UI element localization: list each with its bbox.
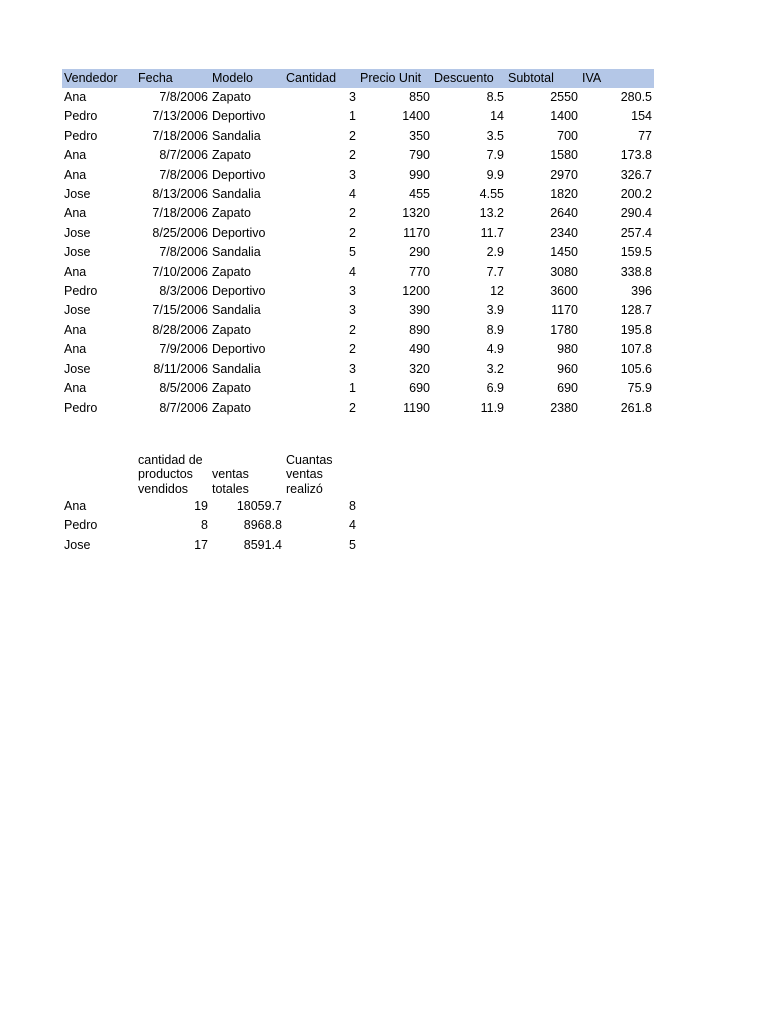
- sales-body: [62, 88, 654, 418]
- summary-cell-ventas[interactable]: 18059.7: [236, 499, 282, 513]
- cell-modelo[interactable]: Deportivo: [212, 284, 266, 299]
- cell-subtotal[interactable]: 2550: [550, 90, 578, 104]
- sales-row: [62, 243, 654, 262]
- cell-cantidad[interactable]: 2: [349, 342, 356, 357]
- summary-block: [62, 450, 358, 555]
- cell-fecha[interactable]: 7/18/2006: [152, 206, 208, 221]
- cell-fecha[interactable]: 8/28/2006: [152, 322, 208, 337]
- header-cantidad[interactable]: Cantidad: [284, 69, 358, 88]
- sales-header-row: [62, 69, 654, 88]
- sales-row: [62, 263, 654, 282]
- cell-subtotal[interactable]: 960: [557, 361, 578, 376]
- cell-fecha[interactable]: 8/11/2006: [153, 361, 208, 376]
- cell-descuento[interactable]: 3.9: [486, 303, 504, 318]
- sales-row: [62, 321, 654, 340]
- cell-vendedor[interactable]: Jose: [64, 187, 91, 202]
- summary-header-ventas[interactable]: [210, 450, 284, 497]
- cell-descuento[interactable]: 14: [490, 109, 504, 124]
- cell-modelo[interactable]: Deportivo: [212, 342, 266, 357]
- cell-iva[interactable]: 105.6: [620, 361, 652, 376]
- cell-subtotal[interactable]: 700: [557, 128, 578, 143]
- cell-descuento[interactable]: 7.9: [486, 148, 504, 163]
- header-descuento[interactable]: Descuento: [432, 69, 506, 88]
- summary-header-cuantas[interactable]: [284, 450, 358, 497]
- cell-subtotal[interactable]: 980: [557, 342, 578, 357]
- cell-modelo[interactable]: Sandalia: [212, 361, 261, 376]
- cell-iva[interactable]: 107.8: [620, 342, 652, 357]
- header-precio-unit[interactable]: Precio Unit: [358, 69, 432, 88]
- cell-iva[interactable]: 200.2: [620, 187, 652, 202]
- cell-cantidad[interactable]: 2: [349, 148, 356, 163]
- cell-fecha[interactable]: 8/7/2006: [159, 148, 208, 163]
- summary-header-ventas-line2: totales: [212, 481, 249, 496]
- summary-header-cantidad-line1: cantidad de: [138, 452, 203, 467]
- cell-vendedor[interactable]: Pedro: [64, 109, 98, 124]
- cell-descuento[interactable]: 2.9: [486, 245, 504, 260]
- cell-precio-unit[interactable]: 1320: [402, 206, 430, 221]
- sales-row: [62, 127, 654, 146]
- cell-cantidad[interactable]: 4: [349, 264, 356, 279]
- cell-cantidad[interactable]: 2: [349, 206, 356, 221]
- cell-precio-unit[interactable]: 770: [409, 264, 430, 279]
- cell-subtotal[interactable]: 3600: [550, 284, 578, 299]
- summary-row: [62, 536, 358, 555]
- cell-modelo[interactable]: Deportivo: [212, 109, 266, 124]
- cell-descuento[interactable]: 6.9: [486, 381, 504, 396]
- cell-subtotal[interactable]: 1580: [550, 148, 578, 163]
- cell-modelo[interactable]: Deportivo: [212, 225, 266, 240]
- cell-fecha[interactable]: 8/25/2006: [152, 225, 208, 240]
- cell-fecha[interactable]: 8/7/2006: [159, 400, 208, 415]
- summary-cell-cantidad[interactable]: 17: [194, 537, 208, 552]
- cell-modelo[interactable]: Zapato: [212, 381, 251, 396]
- cell-modelo[interactable]: Sandalia: [212, 245, 261, 260]
- summary-header-cantidad-line3: vendidos: [138, 481, 189, 496]
- cell-vendedor[interactable]: Jose: [64, 225, 91, 240]
- cell-descuento[interactable]: 8.9: [486, 322, 504, 337]
- cell-fecha[interactable]: 7/9/2006: [159, 342, 208, 357]
- cell-descuento[interactable]: 8.5: [486, 90, 504, 104]
- cell-fecha[interactable]: 7/10/2006: [152, 264, 208, 279]
- cell-iva[interactable]: 154: [631, 109, 652, 124]
- summary-cell-cuantas[interactable]: 4: [349, 518, 356, 533]
- cell-vendedor[interactable]: Ana: [64, 167, 87, 182]
- cell-precio-unit[interactable]: 1190: [403, 400, 430, 415]
- summary-header-cantidad-line2: productos: [138, 467, 193, 481]
- cell-vendedor[interactable]: Ana: [64, 322, 87, 337]
- sales-row: [62, 282, 654, 301]
- cell-subtotal[interactable]: 1780: [550, 322, 578, 337]
- cell-subtotal[interactable]: 2970: [550, 167, 578, 182]
- header-vendedor[interactable]: Vendedor: [62, 69, 136, 88]
- summary-cell-vendedor[interactable]: Pedro: [64, 518, 98, 533]
- cell-fecha[interactable]: 7/18/2006: [152, 128, 208, 143]
- cell-modelo[interactable]: Zapato: [212, 322, 251, 337]
- cell-precio-unit[interactable]: 890: [409, 322, 430, 337]
- cell-precio-unit[interactable]: 350: [409, 128, 430, 143]
- sales-row: [62, 379, 654, 398]
- cell-vendedor[interactable]: Pedro: [64, 128, 98, 143]
- sales-row: [62, 185, 654, 204]
- sales-row: [62, 360, 654, 379]
- cell-vendedor[interactable]: Ana: [64, 148, 87, 163]
- summary-row: [62, 497, 358, 516]
- cell-precio-unit[interactable]: 850: [409, 90, 430, 104]
- cell-cantidad[interactable]: 3: [349, 167, 356, 182]
- cell-cantidad[interactable]: 3: [349, 284, 356, 299]
- cell-descuento[interactable]: 9.9: [486, 167, 504, 182]
- cell-precio-unit[interactable]: 390: [409, 303, 430, 318]
- summary-header-cuantas-line1: Cuantas: [286, 452, 333, 467]
- cell-iva[interactable]: 338.8: [620, 264, 652, 279]
- cell-cantidad[interactable]: 2: [349, 128, 356, 143]
- cell-cantidad[interactable]: 2: [349, 225, 356, 240]
- cell-cantidad[interactable]: 4: [349, 187, 356, 202]
- cell-descuento[interactable]: 11.9: [480, 400, 504, 415]
- sales-row: [62, 107, 654, 126]
- cell-subtotal[interactable]: 1170: [551, 303, 578, 318]
- sales-row: [62, 146, 654, 165]
- cell-cantidad[interactable]: 3: [349, 303, 356, 318]
- cell-iva[interactable]: 77: [638, 128, 652, 143]
- sales-row: [62, 204, 654, 223]
- summary-cell-ventas[interactable]: 8968.8: [243, 518, 282, 533]
- cell-precio-unit[interactable]: 490: [409, 342, 430, 357]
- cell-iva[interactable]: 75.9: [627, 381, 652, 396]
- cell-cantidad[interactable]: 2: [349, 322, 356, 337]
- cell-iva[interactable]: 280.5: [620, 90, 652, 104]
- sales-sheet: [62, 69, 658, 418]
- cell-fecha[interactable]: 7/8/2006: [159, 167, 208, 182]
- cell-subtotal[interactable]: 1400: [550, 109, 578, 124]
- cell-precio-unit[interactable]: 690: [409, 381, 430, 396]
- cell-precio-unit[interactable]: 290: [409, 245, 430, 260]
- header-modelo[interactable]: Modelo: [210, 69, 284, 88]
- cell-cantidad[interactable]: 2: [349, 400, 356, 415]
- cell-iva[interactable]: 261.8: [620, 400, 652, 415]
- cell-cantidad[interactable]: 5: [349, 245, 356, 260]
- summary-row: [62, 516, 358, 535]
- cell-cantidad[interactable]: 1: [349, 109, 356, 124]
- cell-precio-unit[interactable]: 990: [409, 167, 430, 182]
- cell-subtotal[interactable]: 2640: [550, 206, 578, 221]
- summary-header-empty[interactable]: [62, 450, 136, 497]
- cell-vendedor[interactable]: Jose: [64, 245, 91, 260]
- summary-cell-cuantas[interactable]: 8: [349, 499, 356, 513]
- cell-subtotal[interactable]: 2380: [550, 400, 578, 415]
- summary-cell-vendedor[interactable]: Ana: [64, 499, 87, 513]
- summary-cell-cuantas[interactable]: 5: [349, 537, 356, 552]
- summary-header-cuantas-line3: realizó: [286, 481, 323, 496]
- cell-descuento[interactable]: 13.2: [479, 206, 504, 221]
- cell-modelo[interactable]: Sandalia: [212, 187, 261, 202]
- cell-precio-unit[interactable]: 1400: [402, 109, 430, 124]
- cell-vendedor[interactable]: Pedro: [64, 284, 98, 299]
- summary-header-cuantas-line2: ventas: [286, 467, 323, 481]
- cell-fecha[interactable]: 8/3/2006: [159, 284, 208, 299]
- sales-row: [62, 301, 654, 320]
- sales-row: [62, 399, 654, 418]
- cell-precio-unit[interactable]: 1170: [403, 225, 430, 240]
- cell-vendedor[interactable]: Pedro: [64, 400, 98, 415]
- cell-fecha[interactable]: 7/8/2006: [159, 245, 208, 260]
- cell-precio-unit[interactable]: 790: [409, 148, 430, 163]
- cell-fecha[interactable]: 7/13/2006: [152, 109, 208, 124]
- cell-vendedor[interactable]: Ana: [64, 90, 87, 104]
- header-subtotal[interactable]: Subtotal: [506, 69, 580, 88]
- cell-fecha[interactable]: 8/5/2006: [159, 381, 208, 396]
- cell-subtotal[interactable]: 2340: [550, 225, 578, 240]
- cell-subtotal[interactable]: 1820: [550, 187, 578, 202]
- cell-vendedor[interactable]: Ana: [64, 206, 87, 221]
- summary-header-ventas-line1: ventas: [212, 467, 249, 481]
- cell-iva[interactable]: 128.7: [620, 303, 652, 318]
- summary-cell-vendedor[interactable]: Jose: [64, 537, 91, 552]
- cell-vendedor[interactable]: Ana: [64, 342, 87, 357]
- summary-table: [62, 450, 358, 555]
- cell-descuento[interactable]: 3.5: [486, 128, 504, 143]
- cell-cantidad[interactable]: 3: [349, 90, 356, 104]
- cell-vendedor[interactable]: Jose: [64, 303, 91, 318]
- cell-precio-unit[interactable]: 1200: [402, 284, 430, 299]
- summary-header-row: [62, 450, 358, 497]
- cell-precio-unit[interactable]: 455: [409, 187, 430, 202]
- sales-row: [62, 88, 654, 107]
- cell-iva[interactable]: 173.8: [620, 148, 652, 163]
- cell-modelo[interactable]: Zapato: [212, 264, 251, 279]
- cell-modelo[interactable]: Zapato: [212, 148, 251, 163]
- cell-iva[interactable]: 290.4: [620, 206, 652, 221]
- cell-descuento[interactable]: 7.7: [486, 264, 504, 279]
- cell-subtotal[interactable]: 690: [557, 381, 578, 396]
- cell-descuento[interactable]: 11.7: [480, 225, 504, 240]
- cell-vendedor[interactable]: Ana: [64, 264, 87, 279]
- cell-fecha[interactable]: 7/15/2006: [152, 303, 208, 318]
- sales-row: [62, 340, 654, 359]
- cell-iva[interactable]: 396: [631, 284, 652, 299]
- cell-precio-unit[interactable]: 320: [409, 361, 430, 376]
- cell-modelo[interactable]: Zapato: [212, 206, 251, 221]
- cell-modelo[interactable]: Zapato: [212, 90, 251, 104]
- cell-modelo[interactable]: Sandalia: [212, 128, 261, 143]
- cell-vendedor[interactable]: Ana: [64, 381, 87, 396]
- cell-subtotal[interactable]: 1450: [550, 245, 578, 260]
- cell-cantidad[interactable]: 1: [349, 381, 356, 396]
- cell-iva[interactable]: 159.5: [620, 245, 652, 260]
- summary-cell-cantidad[interactable]: 8: [201, 518, 208, 533]
- summary-cell-cantidad[interactable]: 19: [194, 499, 208, 513]
- cell-fecha[interactable]: 7/8/2006: [159, 90, 208, 104]
- cell-iva[interactable]: 257.4: [620, 225, 652, 240]
- cell-descuento[interactable]: 4.55: [479, 187, 504, 202]
- cell-modelo[interactable]: Deportivo: [212, 167, 266, 182]
- cell-descuento[interactable]: 12: [490, 284, 504, 299]
- header-iva[interactable]: IVA: [580, 69, 654, 88]
- cell-descuento[interactable]: 3.2: [486, 361, 504, 376]
- cell-fecha[interactable]: 8/13/2006: [152, 187, 208, 202]
- sales-table: [62, 69, 654, 418]
- cell-iva[interactable]: 326.7: [620, 167, 652, 182]
- sales-row: [62, 224, 654, 243]
- cell-modelo[interactable]: Sandalia: [212, 303, 261, 318]
- cell-cantidad[interactable]: 3: [349, 361, 356, 376]
- sales-row: [62, 166, 654, 185]
- summary-body: [62, 497, 358, 555]
- cell-subtotal[interactable]: 3080: [550, 264, 578, 279]
- summary-cell-ventas[interactable]: 8591.4: [243, 537, 282, 552]
- cell-modelo[interactable]: Zapato: [212, 400, 251, 415]
- header-fecha[interactable]: Fecha: [136, 69, 210, 88]
- summary-header-cantidad[interactable]: [136, 450, 210, 497]
- cell-descuento[interactable]: 4.9: [486, 342, 504, 357]
- cell-iva[interactable]: 195.8: [620, 322, 652, 337]
- cell-vendedor[interactable]: Jose: [64, 361, 91, 376]
